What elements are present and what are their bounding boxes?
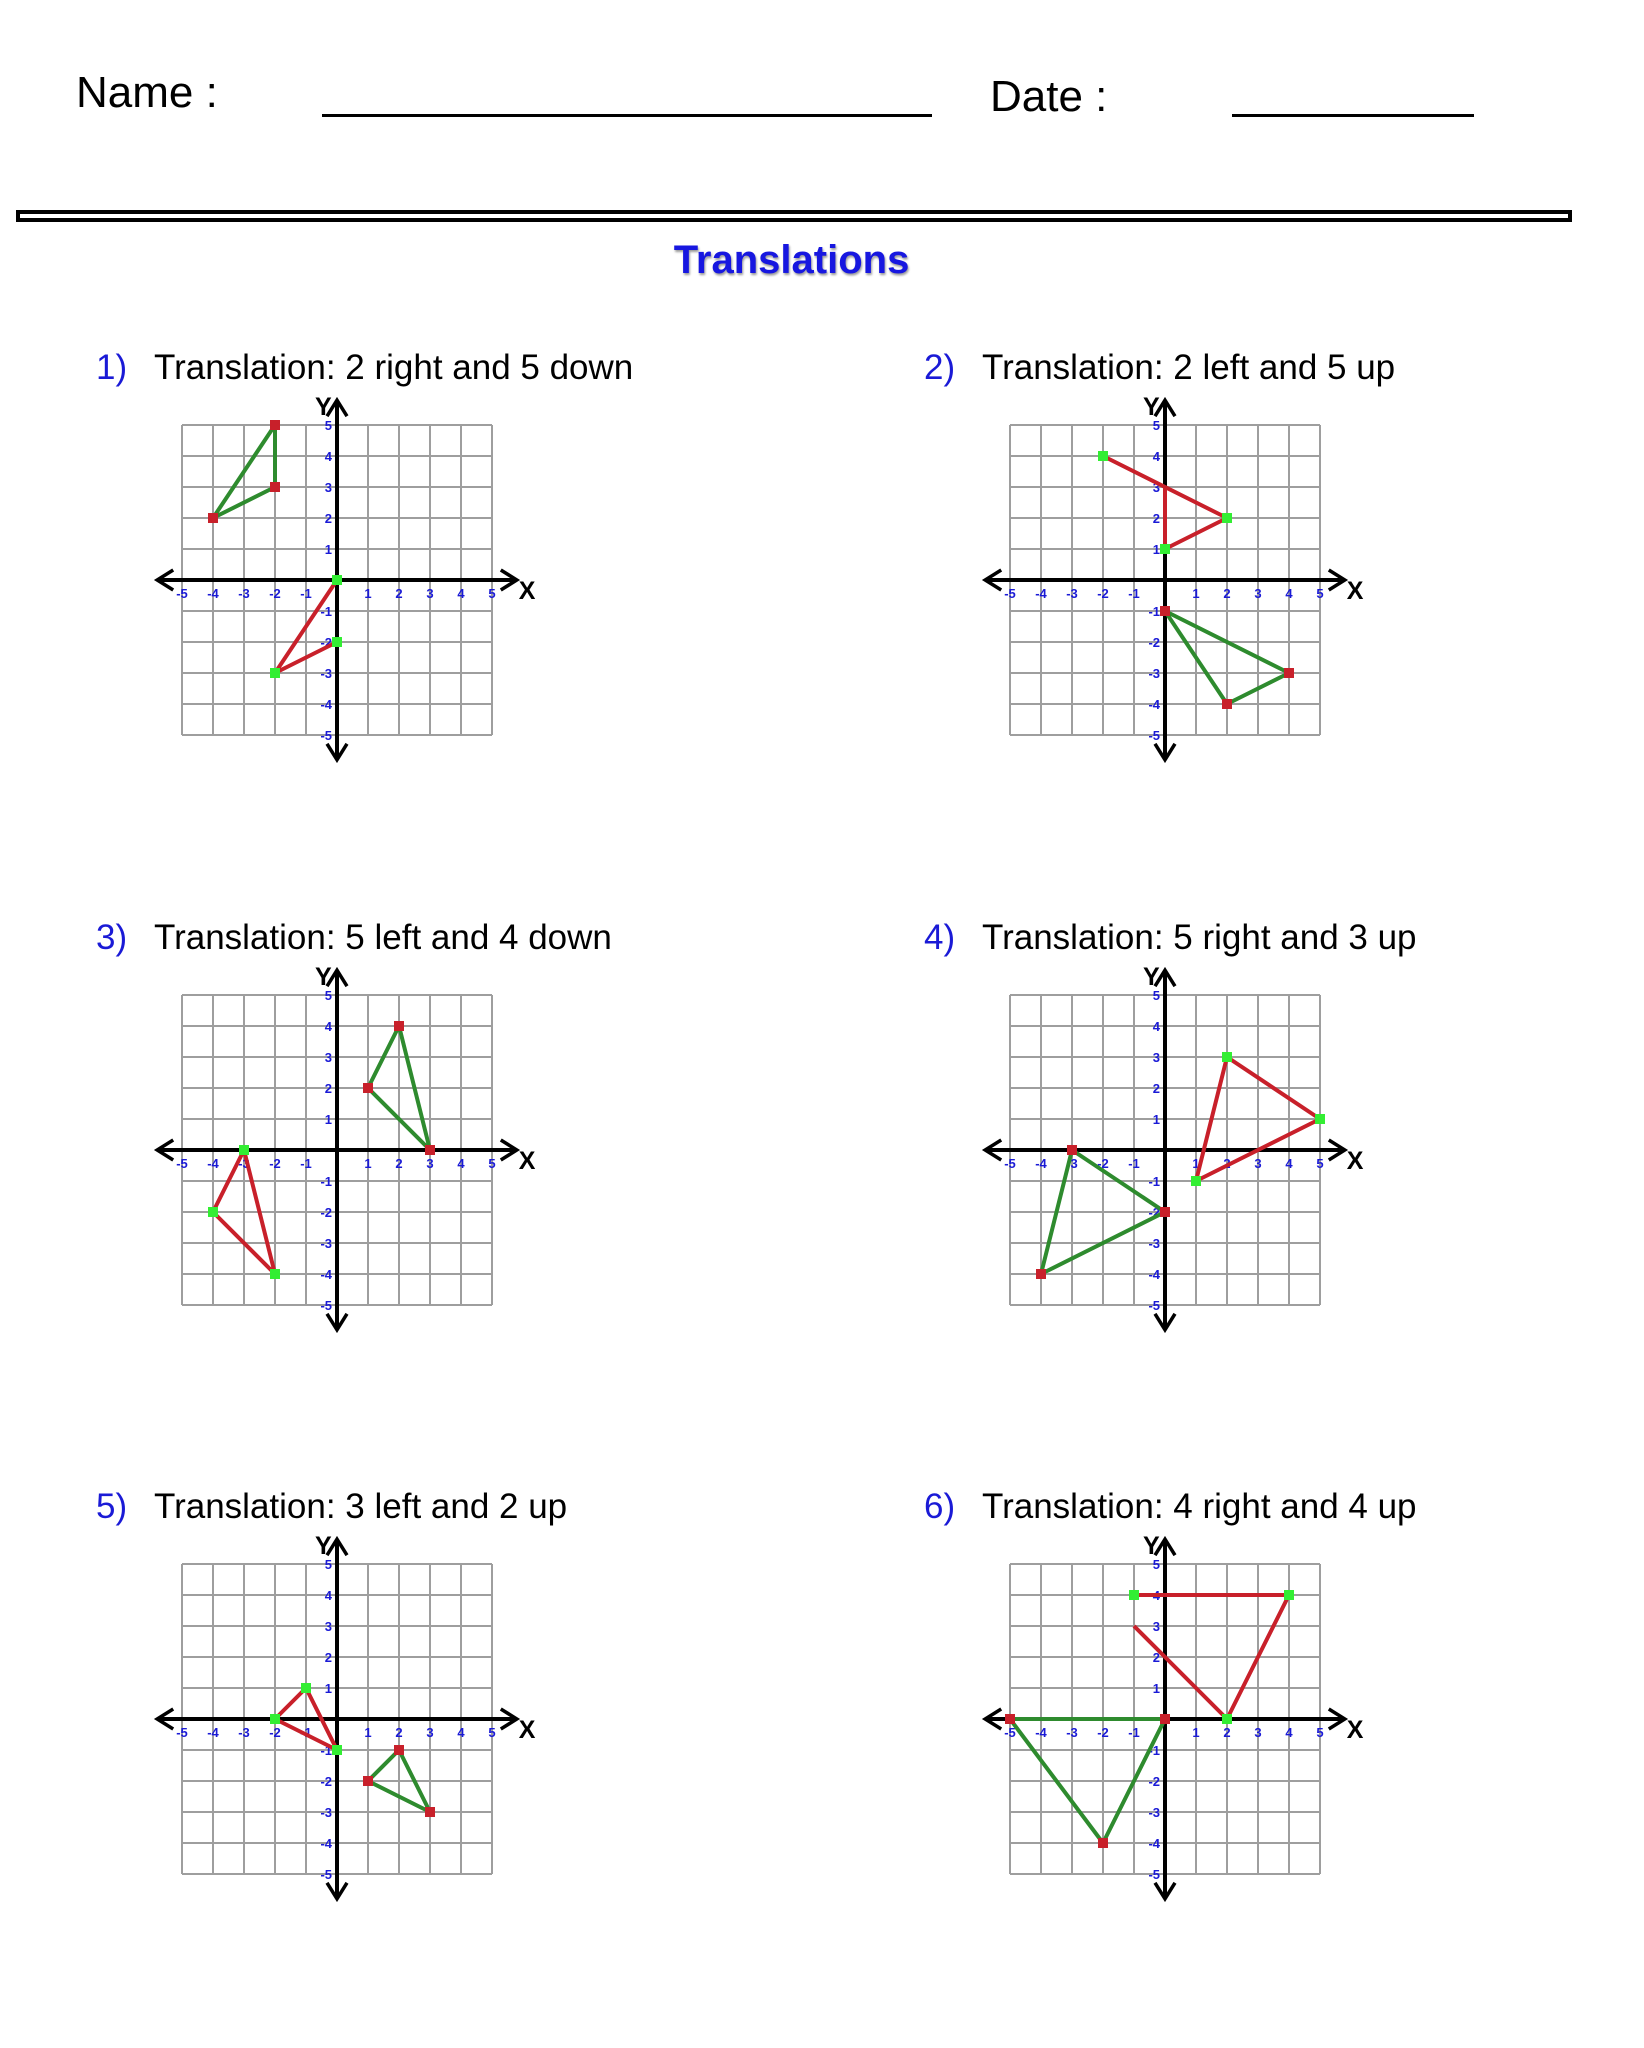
x-axis-label: X <box>518 1716 536 1744</box>
x-tick-label: -4 <box>207 1725 219 1740</box>
y-tick-label: 1 <box>324 1112 332 1127</box>
y-tick-label: -1 <box>320 604 332 619</box>
y-tick-label: 3 <box>324 480 332 495</box>
x-tick-label: -2 <box>1097 1156 1109 1171</box>
x-tick-label: -4 <box>207 586 219 601</box>
y-tick-label: -5 <box>1148 1867 1160 1882</box>
coordinate-plane <box>142 393 536 783</box>
y-tick-label: -2 <box>320 1205 332 1220</box>
problem-text: Translation: 5 left and 4 down <box>154 918 612 957</box>
coordinate-plane <box>970 393 1364 783</box>
x-tick-label: -1 <box>300 1156 312 1171</box>
x-tick-label: 3 <box>1254 1156 1262 1171</box>
y-tick-label: -2 <box>320 635 332 650</box>
x-tick-label: -3 <box>238 586 250 601</box>
vertex-marker-green <box>270 1714 280 1724</box>
y-tick-label: -3 <box>320 1236 332 1251</box>
y-tick-label: 5 <box>1152 418 1160 433</box>
problem-1 <box>96 348 816 868</box>
x-tick-label: 4 <box>457 586 465 601</box>
y-tick-label: -4 <box>1148 697 1160 712</box>
problem-number: 2) <box>924 348 956 387</box>
y-tick-label: -3 <box>1148 1805 1160 1820</box>
vertex-marker-green <box>1315 1114 1325 1124</box>
vertex-marker-red <box>394 1745 404 1755</box>
vertex-marker-red <box>1284 668 1294 678</box>
problem-text: Translation: 4 right and 4 up <box>982 1487 1417 1526</box>
problem-number: 1) <box>96 348 128 387</box>
problem-number: 4) <box>924 918 956 957</box>
x-tick-label: -3 <box>1066 1725 1078 1740</box>
x-tick-label: 4 <box>457 1156 465 1171</box>
y-tick-label: 2 <box>1152 1081 1160 1096</box>
x-tick-label: -1 <box>1128 1156 1140 1171</box>
x-tick-label: 3 <box>426 586 434 601</box>
coordinate-plane <box>970 963 1364 1353</box>
y-tick-label: -2 <box>1148 1205 1160 1220</box>
problem-text: Translation: 3 left and 2 up <box>154 1487 568 1526</box>
y-tick-label: 1 <box>1152 542 1160 557</box>
y-tick-label: 4 <box>324 449 332 464</box>
y-tick-label: 3 <box>1152 1050 1160 1065</box>
y-tick-label: 3 <box>1152 1619 1160 1634</box>
x-tick-label: 5 <box>488 586 496 601</box>
x-axis-label: X <box>1346 577 1364 605</box>
y-tick-label: 3 <box>324 1619 332 1634</box>
vertex-marker-red <box>1222 699 1232 709</box>
y-tick-label: -4 <box>320 697 332 712</box>
vertex-marker-red <box>270 420 280 430</box>
x-tick-label: 4 <box>457 1725 465 1740</box>
x-tick-label: 3 <box>1254 586 1262 601</box>
problem-number: 6) <box>924 1487 956 1526</box>
y-tick-label: -5 <box>320 1867 332 1882</box>
x-tick-label: -2 <box>269 1725 281 1740</box>
x-axis-label: X <box>518 1147 536 1175</box>
y-axis-label: Y <box>1143 963 1160 992</box>
x-tick-label: -1 <box>300 586 312 601</box>
x-tick-label: -5 <box>176 586 188 601</box>
y-tick-label: -1 <box>1148 1743 1160 1758</box>
problem-text: Translation: 2 right and 5 down <box>154 348 634 387</box>
y-tick-label: -3 <box>320 666 332 681</box>
y-tick-label: -3 <box>320 1805 332 1820</box>
x-tick-label: -5 <box>176 1725 188 1740</box>
problem-text: Translation: 2 left and 5 up <box>982 348 1396 387</box>
y-axis-label: Y <box>1143 393 1160 422</box>
y-tick-label: -5 <box>320 728 332 743</box>
x-tick-label: -2 <box>1097 586 1109 601</box>
y-tick-label: -1 <box>1148 604 1160 619</box>
problem-number: 5) <box>96 1487 128 1526</box>
x-tick-label: 1 <box>364 586 372 601</box>
y-axis-label: Y <box>315 963 332 992</box>
vertex-marker-green <box>239 1145 249 1155</box>
vertex-marker-green <box>332 1745 342 1755</box>
problem-4 <box>924 918 1644 1438</box>
problem-6 <box>924 1487 1644 2007</box>
x-axis-label: X <box>1346 1147 1364 1175</box>
vertex-marker-red <box>1067 1145 1077 1155</box>
x-tick-label: -4 <box>1035 1725 1047 1740</box>
y-tick-label: -1 <box>320 1174 332 1189</box>
y-tick-label: 2 <box>324 1650 332 1665</box>
y-tick-label: 2 <box>324 1081 332 1096</box>
x-tick-label: 4 <box>1285 1725 1293 1740</box>
x-tick-label: 1 <box>1192 1156 1200 1171</box>
x-tick-label: 2 <box>395 1156 403 1171</box>
x-tick-label: -2 <box>1097 1725 1109 1740</box>
x-tick-label: 5 <box>488 1156 496 1171</box>
name-label: Name : <box>76 68 218 117</box>
vertex-marker-green <box>1222 1714 1232 1724</box>
y-tick-label: 1 <box>324 542 332 557</box>
x-tick-label: 5 <box>1316 1156 1324 1171</box>
x-tick-label: 4 <box>1285 1156 1293 1171</box>
vertex-marker-red <box>1160 606 1170 616</box>
y-axis-label: Y <box>1143 1532 1160 1561</box>
y-tick-label: -3 <box>1148 1236 1160 1251</box>
x-axis-label: X <box>518 577 536 605</box>
header-rule <box>16 210 1572 222</box>
vertex-marker-red <box>1160 1714 1170 1724</box>
y-tick-label: 4 <box>1152 1019 1160 1034</box>
problem-5 <box>96 1487 816 2007</box>
vertex-marker-red <box>1036 1269 1046 1279</box>
y-tick-label: -4 <box>1148 1267 1160 1282</box>
x-tick-label: 2 <box>395 1725 403 1740</box>
vertex-marker-green <box>270 1269 280 1279</box>
x-tick-label: -5 <box>1004 1725 1016 1740</box>
vertex-marker-red <box>425 1145 435 1155</box>
y-tick-label: -2 <box>1148 1774 1160 1789</box>
vertex-marker-red <box>363 1776 373 1786</box>
x-tick-label: -1 <box>1128 586 1140 601</box>
x-tick-label: -3 <box>238 1156 250 1171</box>
y-tick-label: -5 <box>320 1298 332 1313</box>
x-tick-label: 3 <box>426 1156 434 1171</box>
x-tick-label: 5 <box>1316 586 1324 601</box>
x-tick-label: 1 <box>364 1156 372 1171</box>
vertex-marker-green <box>1129 1590 1139 1600</box>
vertex-marker-green <box>1191 1176 1201 1186</box>
vertex-marker-red <box>394 1021 404 1031</box>
y-tick-label: 4 <box>1152 1588 1160 1603</box>
y-tick-label: 5 <box>1152 988 1160 1003</box>
y-axis-label: Y <box>315 393 332 422</box>
vertex-marker-green <box>332 637 342 647</box>
x-tick-label: 4 <box>1285 586 1293 601</box>
x-tick-label: 1 <box>364 1725 372 1740</box>
x-tick-label: -4 <box>1035 1156 1047 1171</box>
vertex-marker-green <box>1222 1052 1232 1062</box>
vertex-marker-red <box>1160 1207 1170 1217</box>
y-tick-label: 1 <box>1152 1112 1160 1127</box>
y-tick-label: 5 <box>1152 1557 1160 1572</box>
x-tick-label: -1 <box>300 1725 312 1740</box>
vertex-marker-red <box>363 1083 373 1093</box>
x-tick-label: -5 <box>1004 586 1016 601</box>
x-tick-label: -4 <box>207 1156 219 1171</box>
x-tick-label: 5 <box>488 1725 496 1740</box>
x-tick-label: -3 <box>1066 1156 1078 1171</box>
x-tick-label: 2 <box>1223 586 1231 601</box>
vertex-marker-green <box>332 575 342 585</box>
date-line[interactable] <box>1232 114 1474 117</box>
x-tick-label: 2 <box>1223 1156 1231 1171</box>
coordinate-plane <box>142 963 536 1353</box>
vertex-marker-green <box>301 1683 311 1693</box>
x-tick-label: -1 <box>1128 1725 1140 1740</box>
x-tick-label: 1 <box>1192 586 1200 601</box>
y-tick-label: -5 <box>1148 1298 1160 1313</box>
y-tick-label: 5 <box>324 418 332 433</box>
y-tick-label: -1 <box>1148 1174 1160 1189</box>
coordinate-plane <box>970 1532 1364 1922</box>
y-tick-label: 1 <box>1152 1681 1160 1696</box>
y-tick-label: 4 <box>1152 449 1160 464</box>
x-tick-label: -5 <box>1004 1156 1016 1171</box>
vertex-marker-green <box>270 668 280 678</box>
x-tick-label: -4 <box>1035 586 1047 601</box>
x-tick-label: 1 <box>1192 1725 1200 1740</box>
vertex-marker-green <box>1222 513 1232 523</box>
y-tick-label: 3 <box>1152 480 1160 495</box>
vertex-marker-green <box>1284 1590 1294 1600</box>
date-label: Date : <box>990 72 1108 121</box>
vertex-marker-red <box>208 513 218 523</box>
vertex-marker-green <box>208 1207 218 1217</box>
y-tick-label: 5 <box>324 1557 332 1572</box>
x-axis-label: X <box>1346 1716 1364 1744</box>
x-tick-label: 3 <box>426 1725 434 1740</box>
vertex-marker-green <box>1098 451 1108 461</box>
problem-number: 3) <box>96 918 128 957</box>
problem-2 <box>924 348 1644 868</box>
y-tick-label: -3 <box>1148 666 1160 681</box>
coordinate-plane <box>142 1532 536 1922</box>
y-tick-label: 1 <box>324 1681 332 1696</box>
y-tick-label: 2 <box>1152 1650 1160 1665</box>
y-tick-label: -2 <box>320 1774 332 1789</box>
y-tick-label: -2 <box>1148 635 1160 650</box>
y-tick-label: 4 <box>324 1019 332 1034</box>
y-tick-label: -4 <box>320 1267 332 1282</box>
vertex-marker-red <box>270 482 280 492</box>
y-tick-label: -4 <box>320 1836 332 1851</box>
y-tick-label: 3 <box>324 1050 332 1065</box>
y-tick-label: 2 <box>324 511 332 526</box>
x-tick-label: 2 <box>395 586 403 601</box>
page-title: Translations <box>673 238 910 282</box>
y-tick-label: 5 <box>324 988 332 1003</box>
y-axis-label: Y <box>315 1532 332 1561</box>
problem-3 <box>96 918 816 1438</box>
x-tick-label: -2 <box>269 586 281 601</box>
vertex-marker-red <box>1098 1838 1108 1848</box>
vertex-marker-red <box>425 1807 435 1817</box>
x-tick-label: -3 <box>238 1725 250 1740</box>
name-line[interactable] <box>322 114 932 117</box>
vertex-marker-red <box>1005 1714 1015 1724</box>
x-tick-label: -2 <box>269 1156 281 1171</box>
y-tick-label: -5 <box>1148 728 1160 743</box>
y-tick-label: 2 <box>1152 511 1160 526</box>
problem-text: Translation: 5 right and 3 up <box>982 918 1417 957</box>
y-tick-label: -1 <box>320 1743 332 1758</box>
vertex-marker-green <box>1160 544 1170 554</box>
x-tick-label: -3 <box>1066 586 1078 601</box>
x-tick-label: 3 <box>1254 1725 1262 1740</box>
x-tick-label: 2 <box>1223 1725 1231 1740</box>
x-tick-label: -5 <box>176 1156 188 1171</box>
y-tick-label: -4 <box>1148 1836 1160 1851</box>
y-tick-label: 4 <box>324 1588 332 1603</box>
x-tick-label: 5 <box>1316 1725 1324 1740</box>
